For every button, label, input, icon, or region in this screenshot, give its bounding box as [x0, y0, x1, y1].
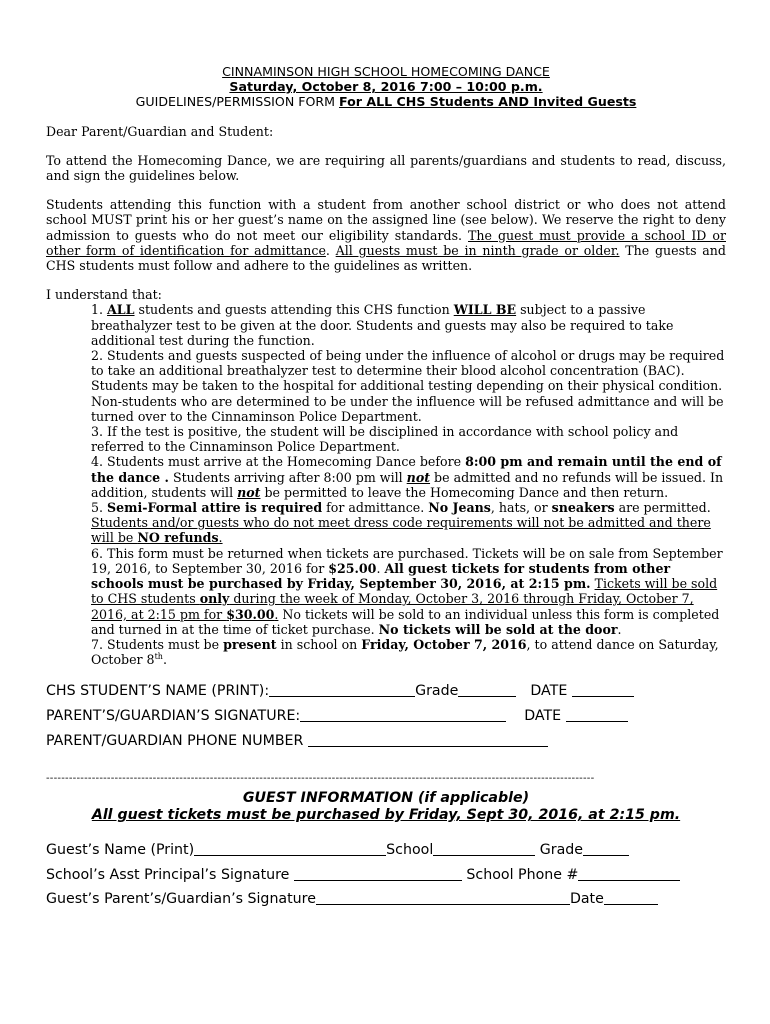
parent-date-label: DATE: [524, 707, 562, 724]
g6-period-2: .: [617, 621, 622, 637]
g7-sup: th: [154, 651, 163, 661]
form-header: [46, 64, 726, 110]
g5-dress-code: Students and/or guests who do not meet dress code requirements will not be admitted and there will be: [91, 515, 711, 546]
parent-phone-label: PARENT/GUARDIAN PHONE NUMBER: [46, 732, 304, 749]
g6-only: only: [199, 591, 230, 607]
guideline-5: [91, 500, 726, 546]
guests-text-3: The guests and CHS students must follow and adhere to the guidelines as written.: [46, 242, 726, 274]
guest-name-field[interactable]: [194, 841, 386, 856]
guideline-2: 2. Students and guests suspected of being under the influence of alcohol or drugs may be required to take an additional breathalyzer test to determine their blood alcohol concentration (BAC). Students may be taken to the hospital for additional testing depending on their physical condition. Non-students who are determined to be under the influence will be refused admittance and will be turned over to the Cinnaminson Police Department.: [91, 348, 725, 424]
principal-signature-label: School’s Asst Principal’s Signature: [46, 866, 290, 883]
g1-will-be: WILL BE: [453, 302, 517, 318]
g7-text-3: , to attend dance on Saturday, October 8: [91, 636, 719, 668]
parent-phone-row: [46, 729, 726, 754]
guests-paragraph: [46, 197, 726, 273]
g7-period: .: [162, 652, 167, 668]
g4-not-1: not: [406, 469, 431, 485]
student-grade-label: Grade: [415, 683, 459, 700]
guest-deadline-notice: All guest tickets must be purchased by Friday, Sept 30, 2016, at 2:15 pm.: [91, 807, 681, 824]
guest-parent-signature-field[interactable]: [316, 890, 570, 905]
student-name-field[interactable]: [269, 682, 415, 697]
g5-num: 5.: [91, 500, 108, 516]
g6-chs-sale: Tickets will be sold to CHS students: [91, 576, 718, 607]
school-event-title: CINNAMINSON HIGH SCHOOL HOMECOMING DANCE: [222, 64, 550, 79]
student-name-row: [46, 679, 726, 704]
guest-grade-label: Grade: [539, 842, 584, 859]
g5-no-jeans: No Jeans: [428, 500, 491, 516]
g7-date: Friday, October 7, 2016: [361, 636, 527, 652]
guest-date-field[interactable]: [604, 890, 658, 905]
student-date-field[interactable]: [572, 682, 634, 697]
guest-grade-field[interactable]: [583, 841, 629, 856]
student-name-label: CHS STUDENT’S NAME (PRINT):: [46, 683, 270, 700]
form-title-plain: GUIDELINES/PERMISSION FORM: [135, 94, 340, 110]
guideline-3: 3. If the test is positive, the student will be disciplined in accordance with school policy and referred to the Cinnaminson Police Department.: [91, 424, 679, 455]
guests-text-2: .: [325, 242, 336, 258]
form-title: [46, 94, 726, 109]
parent-date-field[interactable]: [566, 707, 628, 722]
form-title-bold: For ALL CHS Students AND Invited Guests: [339, 94, 637, 110]
guest-section-title: GUEST INFORMATION (if applicable): [242, 790, 530, 807]
parent-signature-label: PARENT’S/GUARDIAN’S SIGNATURE:: [46, 707, 301, 724]
student-grade-field[interactable]: [458, 682, 516, 697]
greeting: Dear Parent/Guardian and Student:: [46, 123, 274, 139]
parent-signature-row: [46, 704, 726, 729]
event-date: Saturday, October 8, 2016 7:00 – 10:00 p.m.: [229, 79, 543, 95]
parent-signature-field[interactable]: [300, 707, 506, 722]
permission-form: [46, 64, 726, 912]
g7-text: 7. Students must be: [91, 636, 224, 652]
g4-not-2: not: [237, 484, 261, 500]
g6-period: .: [274, 606, 279, 622]
g6-text-2: .: [376, 560, 385, 576]
guest-name-label: Guest’s Name (Print): [46, 842, 195, 859]
g5-attire: Semi-Formal attire is required: [107, 500, 323, 516]
guest-parent-signature-label: Guest’s Parent’s/Guardian’s Signature: [46, 891, 316, 908]
intro-paragraph: To attend the Homecoming Dance, we are requiring all parents/guardians and students to read, discuss, and sign the guidelines below.: [46, 152, 726, 184]
g5-text-2: , hats, or: [490, 500, 552, 516]
g5-no-refunds: NO refunds: [137, 530, 219, 546]
g6-price-1: $25.00: [328, 560, 377, 576]
g5-text-3: are permitted.: [614, 500, 711, 516]
guest-date-label: Date: [569, 891, 604, 908]
guests-grade-requirement: All guests must be in ninth grade or older.: [335, 242, 620, 258]
g6-chs-sale-2: during the week of Monday, October 3, 2016 through Friday, October 7, 2016, at 2:15 pm for: [91, 591, 694, 622]
understand-label: I understand that:: [46, 287, 162, 303]
g1-all: ALL: [107, 302, 135, 318]
g6-price-2: $30.00: [226, 606, 275, 622]
g6-text: 6. This form must be returned when tickets are purchased. Tickets will be on sale from September 19, 2016, to September 30, 2016 for: [91, 545, 723, 576]
guest-name-row: [46, 838, 726, 863]
g7-text-2: in school on: [276, 636, 362, 652]
guest-section-header: [46, 790, 726, 824]
principal-signature-row: [46, 863, 726, 888]
g5-sneakers: sneakers: [551, 500, 615, 516]
g6-text-3: No tickets will be sold to an individual unless this form is completed and turned in at the time of ticket purchase.: [91, 606, 720, 637]
g4-arrival-time: 8:00 pm and remain until the end of the dance .: [91, 454, 722, 485]
g5-text: for admittance.: [322, 500, 429, 516]
g1-num: 1.: [91, 302, 108, 318]
guest-parent-signature-row: [46, 887, 726, 912]
principal-signature-field[interactable]: [294, 866, 462, 881]
g4-text-4: be permitted to leave the Homecoming Dance and then return.: [260, 484, 669, 500]
student-date-label: DATE: [530, 683, 568, 700]
g6-guest-deadline: All guest tickets for students from other schools must be purchased by Friday, September 30, 2016, at 2:15 pm.: [91, 560, 671, 592]
guest-school-field[interactable]: [433, 841, 535, 856]
guidelines-list: [91, 302, 726, 667]
g1-text-2: subject to a passive breathalyzer test to be given at the door. Students and guests may also be required to take additional test during the function.: [91, 302, 674, 348]
guest-school-label: School: [386, 842, 434, 859]
g4-text: 4. Students must arrive at the Homecoming Dance before: [91, 454, 466, 470]
cut-line-separator: ------------------------------------------------------------------------------------------------------------------------------------------------: [46, 773, 595, 785]
guideline-7: [91, 637, 726, 667]
school-phone-field[interactable]: [578, 866, 680, 881]
guest-form-section: [46, 838, 726, 912]
g1-text: students and guests attending this CHS function: [134, 302, 454, 318]
student-form-section: [46, 679, 726, 753]
g4-text-3: be admitted and no refunds will be issued. In addition, students will: [91, 469, 724, 500]
g7-present: present: [223, 636, 277, 652]
g5-period: .: [218, 530, 223, 546]
guideline-6: [91, 546, 726, 637]
guideline-1: [91, 302, 726, 348]
school-phone-label: School Phone #: [466, 866, 579, 883]
guideline-4: [91, 454, 726, 500]
g4-text-2: Students arriving after 8:00 pm will: [168, 469, 407, 485]
guests-text-1: Students attending this function with a student from another school district or who does not attend school MUST print his or her guest’s name on the assigned line (see below). We reserve the right to deny admission to guests who do not meet our eligibility standards.: [46, 197, 726, 243]
guests-id-requirement: The guest must provide a school ID or other form of identification for admittance: [46, 227, 726, 258]
parent-phone-field[interactable]: [308, 732, 548, 747]
g6-no-door-sales: No tickets will be sold at the door: [378, 621, 618, 637]
